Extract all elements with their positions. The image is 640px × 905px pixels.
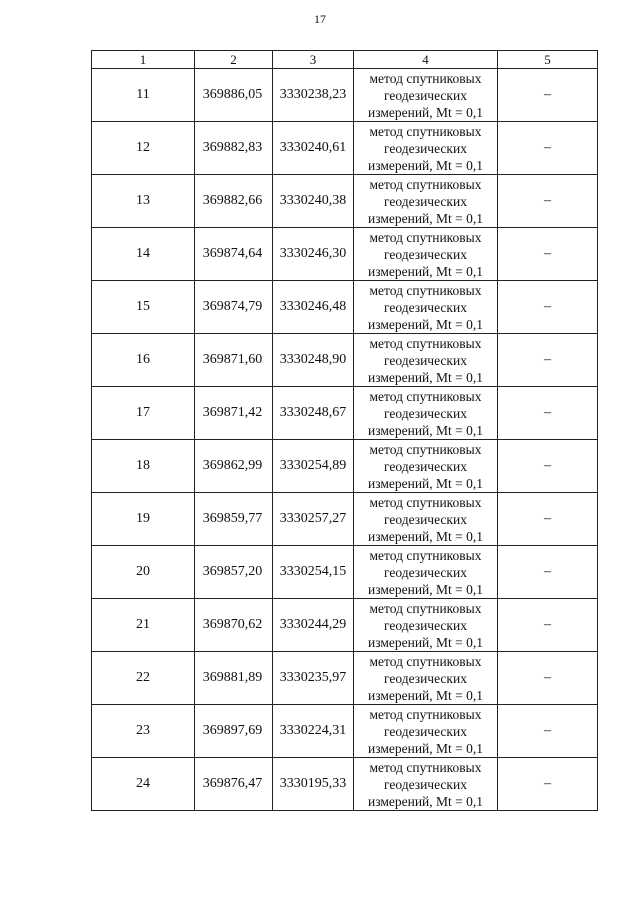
table-row xyxy=(92,546,598,599)
y-coordinate-cell: 3330240,61 xyxy=(273,122,354,175)
method-line-3: измерений, Mt = 0,1 xyxy=(367,104,484,120)
note-cell: – xyxy=(498,652,598,705)
x-coordinate-cell: 369882,66 xyxy=(195,175,273,228)
table-row xyxy=(92,69,598,122)
note-cell: – xyxy=(498,122,598,175)
y-coordinate-cell: 3330246,48 xyxy=(273,281,354,334)
method-line-3: измерений, Mt = 0,1 xyxy=(367,422,484,438)
x-coordinate-cell: 369862,99 xyxy=(195,440,273,493)
table-row xyxy=(92,652,598,705)
page-number: 17 xyxy=(314,12,326,26)
method-line-1: метод спутниковых xyxy=(369,388,482,404)
table-row xyxy=(92,281,598,334)
header-cell-5: 5 xyxy=(498,51,598,69)
method-cell xyxy=(354,493,498,546)
point-number-cell: 19 xyxy=(92,493,195,546)
method-line-3: измерений, Mt = 0,1 xyxy=(367,740,484,756)
point-number-cell: 15 xyxy=(92,281,195,334)
table-row xyxy=(92,758,598,811)
x-coordinate-cell: 369886,05 xyxy=(195,69,273,122)
method-line-1: метод спутниковых xyxy=(369,123,482,139)
method-cell xyxy=(354,387,498,440)
method-line-2: геодезических xyxy=(384,405,467,421)
point-number-cell: 14 xyxy=(92,228,195,281)
x-coordinate-cell: 369897,69 xyxy=(195,705,273,758)
table-header xyxy=(92,51,598,69)
table-row xyxy=(92,334,598,387)
x-coordinate-cell: 369870,62 xyxy=(195,599,273,652)
point-number-cell: 17 xyxy=(92,387,195,440)
method-line-1: метод спутниковых xyxy=(369,494,482,510)
method-line-1: метод спутниковых xyxy=(369,229,482,245)
note-cell: – xyxy=(498,546,598,599)
method-line-2: геодезических xyxy=(384,87,467,103)
note-cell: – xyxy=(498,387,598,440)
method-line-3: измерений, Mt = 0,1 xyxy=(367,687,484,703)
method-line-2: геодезических xyxy=(384,299,467,315)
method-cell xyxy=(354,175,498,228)
method-line-1: метод спутниковых xyxy=(369,706,482,722)
table-body xyxy=(92,69,598,811)
table-row xyxy=(92,440,598,493)
method-line-2: геодезических xyxy=(384,458,467,474)
x-coordinate-cell: 369882,83 xyxy=(195,122,273,175)
method-line-3: измерений, Mt = 0,1 xyxy=(367,263,484,279)
method-cell xyxy=(354,122,498,175)
method-line-3: измерений, Mt = 0,1 xyxy=(367,210,484,226)
note-cell: – xyxy=(498,758,598,811)
y-coordinate-cell: 3330240,38 xyxy=(273,175,354,228)
method-line-2: геодезических xyxy=(384,670,467,686)
point-number-cell: 21 xyxy=(92,599,195,652)
y-coordinate-cell: 3330248,67 xyxy=(273,387,354,440)
y-coordinate-cell: 3330254,89 xyxy=(273,440,354,493)
method-line-1: метод спутниковых xyxy=(369,335,482,351)
x-coordinate-cell: 369859,77 xyxy=(195,493,273,546)
method-line-3: измерений, Mt = 0,1 xyxy=(367,316,484,332)
y-coordinate-cell: 3330246,30 xyxy=(273,228,354,281)
y-coordinate-cell: 3330224,31 xyxy=(273,705,354,758)
point-number-cell: 24 xyxy=(92,758,195,811)
x-coordinate-cell: 369874,64 xyxy=(195,228,273,281)
method-cell xyxy=(354,546,498,599)
method-cell xyxy=(354,281,498,334)
x-coordinate-cell: 369871,42 xyxy=(195,387,273,440)
x-coordinate-cell: 369876,47 xyxy=(195,758,273,811)
note-cell: – xyxy=(498,440,598,493)
method-line-2: геодезических xyxy=(384,246,467,262)
method-cell xyxy=(354,652,498,705)
method-cell xyxy=(354,705,498,758)
table-row xyxy=(92,228,598,281)
point-number-cell: 23 xyxy=(92,705,195,758)
table-row xyxy=(92,175,598,228)
method-line-1: метод спутниковых xyxy=(369,176,482,192)
coordinates-table xyxy=(91,50,598,811)
method-line-1: метод спутниковых xyxy=(369,653,482,669)
note-cell: – xyxy=(498,599,598,652)
method-cell xyxy=(354,334,498,387)
y-coordinate-cell: 3330235,97 xyxy=(273,652,354,705)
point-number-cell: 13 xyxy=(92,175,195,228)
method-cell xyxy=(354,758,498,811)
method-line-2: геодезических xyxy=(384,352,467,368)
method-line-2: геодезических xyxy=(384,564,467,580)
method-cell xyxy=(354,440,498,493)
y-coordinate-cell: 3330257,27 xyxy=(273,493,354,546)
method-line-3: измерений, Mt = 0,1 xyxy=(367,634,484,650)
method-line-3: измерений, Mt = 0,1 xyxy=(367,475,484,491)
method-line-2: геодезических xyxy=(384,193,467,209)
point-number-cell: 11 xyxy=(92,69,195,122)
method-line-1: метод спутниковых xyxy=(369,600,482,616)
header-row xyxy=(92,51,598,69)
note-cell: – xyxy=(498,281,598,334)
method-cell xyxy=(354,599,498,652)
table-row xyxy=(92,705,598,758)
method-line-1: метод спутниковых xyxy=(369,70,482,86)
method-line-3: измерений, Mt = 0,1 xyxy=(367,157,484,173)
method-line-2: геодезических xyxy=(384,617,467,633)
method-line-3: измерений, Mt = 0,1 xyxy=(367,581,484,597)
method-line-3: измерений, Mt = 0,1 xyxy=(367,369,484,385)
note-cell: – xyxy=(498,705,598,758)
method-line-1: метод спутниковых xyxy=(369,759,482,775)
header-cell-3: 3 xyxy=(273,51,354,69)
table-row xyxy=(92,493,598,546)
note-cell: – xyxy=(498,334,598,387)
method-line-3: измерений, Mt = 0,1 xyxy=(367,528,484,544)
table-row xyxy=(92,387,598,440)
method-line-2: геодезических xyxy=(384,723,467,739)
header-cell-4: 4 xyxy=(354,51,498,69)
note-cell: – xyxy=(498,175,598,228)
point-number-cell: 18 xyxy=(92,440,195,493)
method-line-2: геодезических xyxy=(384,776,467,792)
point-number-cell: 22 xyxy=(92,652,195,705)
x-coordinate-cell: 369881,89 xyxy=(195,652,273,705)
table-row xyxy=(92,599,598,652)
method-line-1: метод спутниковых xyxy=(369,282,482,298)
method-line-3: измерений, Mt = 0,1 xyxy=(367,793,484,809)
header-cell-2: 2 xyxy=(195,51,273,69)
y-coordinate-cell: 3330248,90 xyxy=(273,334,354,387)
method-line-1: метод спутниковых xyxy=(369,441,482,457)
point-number-cell: 16 xyxy=(92,334,195,387)
method-line-2: геодезических xyxy=(384,140,467,156)
y-coordinate-cell: 3330238,23 xyxy=(273,69,354,122)
point-number-cell: 12 xyxy=(92,122,195,175)
y-coordinate-cell: 3330195,33 xyxy=(273,758,354,811)
y-coordinate-cell: 3330244,29 xyxy=(273,599,354,652)
header-cell-1: 1 xyxy=(92,51,195,69)
table-row xyxy=(92,122,598,175)
method-line-1: метод спутниковых xyxy=(369,547,482,563)
method-cell xyxy=(354,228,498,281)
x-coordinate-cell: 369874,79 xyxy=(195,281,273,334)
method-line-2: геодезических xyxy=(384,511,467,527)
method-cell xyxy=(354,69,498,122)
note-cell: – xyxy=(498,69,598,122)
x-coordinate-cell: 369857,20 xyxy=(195,546,273,599)
x-coordinate-cell: 369871,60 xyxy=(195,334,273,387)
note-cell: – xyxy=(498,228,598,281)
point-number-cell: 20 xyxy=(92,546,195,599)
y-coordinate-cell: 3330254,15 xyxy=(273,546,354,599)
note-cell: – xyxy=(498,493,598,546)
